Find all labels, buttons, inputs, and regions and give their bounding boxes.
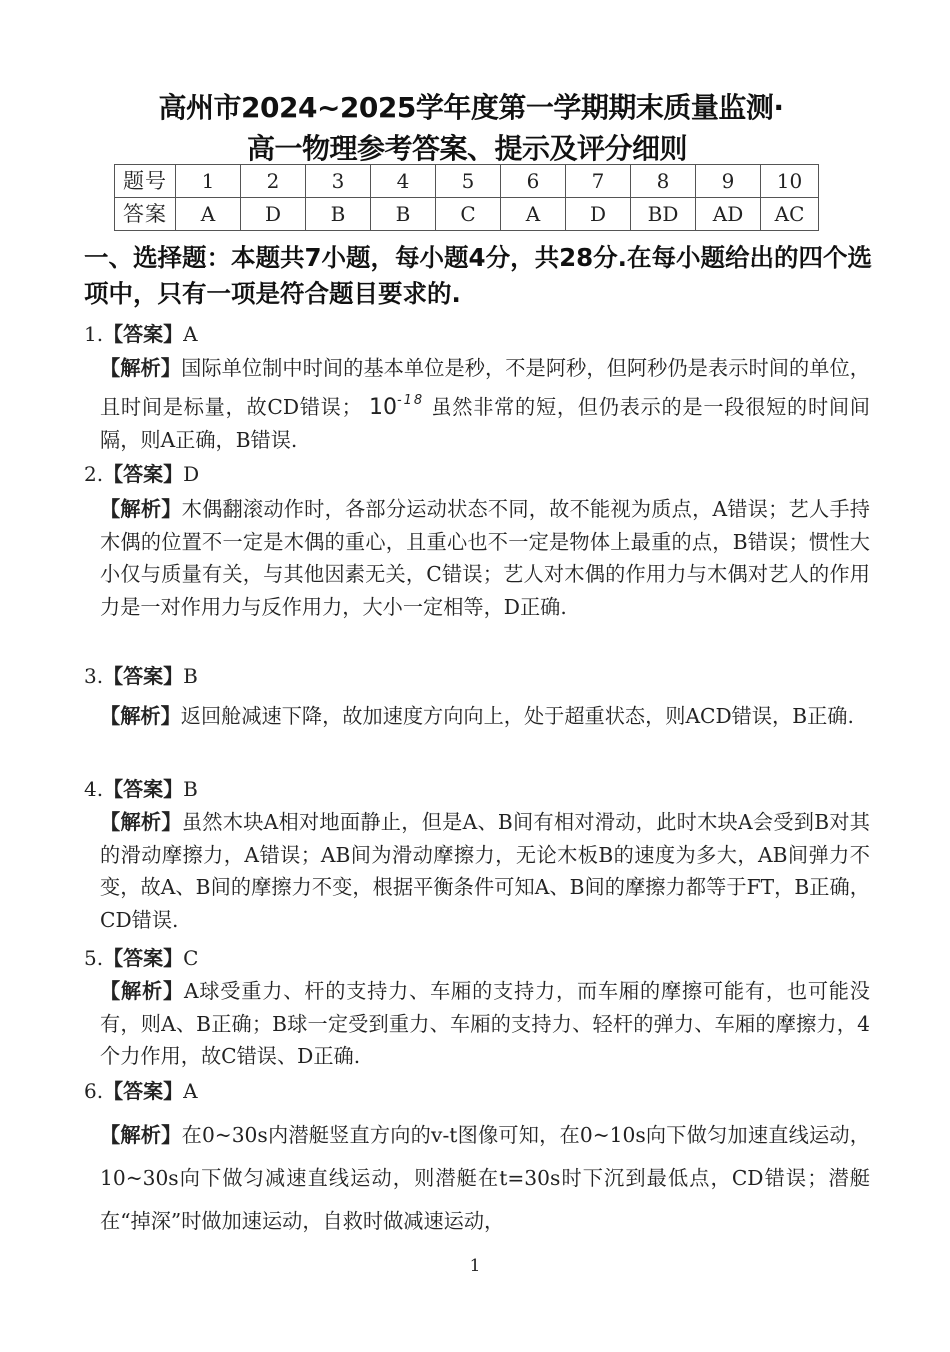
question-1-analysis <box>100 352 870 457</box>
analysis-label: 【解析】 <box>100 356 182 380</box>
answer-label: 【答案】 <box>103 777 184 801</box>
document-title-line-2: 高一物理参考答案、提示及评分细则 <box>246 132 687 165</box>
answer-value: C <box>183 946 199 970</box>
question-number: 1. <box>84 322 104 346</box>
exponent-expression <box>368 392 425 420</box>
question-1-answer <box>84 321 198 347</box>
answer-cell: A <box>501 198 566 231</box>
answer-value: B <box>183 777 198 801</box>
question-number-cell: 7 <box>566 165 631 198</box>
row-label-answer: 答案 <box>115 198 176 231</box>
analysis-text: 虽然非常的短，但仍表示的是一段很短的时间间隔，则A正确，B错误. <box>100 394 870 452</box>
analysis-label: 【解析】 <box>100 1123 182 1147</box>
question-number-cell: 9 <box>696 165 761 198</box>
question-6-analysis <box>100 1114 870 1243</box>
question-3-answer <box>84 663 198 689</box>
question-number-cell: 10 <box>761 165 819 198</box>
answer-cell: C <box>436 198 501 231</box>
analysis-label: 【解析】 <box>100 497 182 521</box>
page-number: 1 <box>469 1256 481 1276</box>
answer-key-table <box>114 164 819 231</box>
question-3-analysis <box>100 700 870 733</box>
question-number: 3. <box>84 664 104 688</box>
exponent-base: 10 <box>368 394 397 420</box>
question-number-cell: 3 <box>306 165 371 198</box>
answer-cell: AD <box>696 198 761 231</box>
question-2-answer <box>84 461 199 487</box>
question-number-cell: 6 <box>501 165 566 198</box>
answer-row <box>115 198 819 231</box>
answer-cell: D <box>241 198 306 231</box>
question-number-cell: 2 <box>241 165 306 198</box>
answer-value: D <box>183 462 200 486</box>
question-number: 4. <box>84 777 104 801</box>
analysis-text: 在0~30s内潜艇竖直方向的v-t图像可知，在0~10s向下做匀加速直线运动，10~30s向下做匀减速直线运动，则潜艇在t=30s时下沉到最低点，CD错误；潜艇在“掉深”时做加速运动，自救时做减速运动， <box>100 1123 870 1233</box>
analysis-text: 国际单位制中时间的基本单位是秒，不是阿秒，但阿秒仍是表示时间的单位，且时间是标量，故CD错误； <box>100 356 870 419</box>
answer-cell: BD <box>631 198 696 231</box>
analysis-label: 【解析】 <box>100 979 184 1003</box>
question-2-analysis <box>100 493 870 623</box>
analysis-text: A球受重力、杆的支持力、车厢的支持力，而车厢的摩擦可能有，也可能没有，则A、B正确；B球一定受到重力、车厢的支持力、轻杆的弹力、车厢的摩擦力，4个力作用，故C错误、D正确. <box>100 979 870 1068</box>
answer-label: 【答案】 <box>103 462 184 486</box>
answer-value: A <box>183 322 198 346</box>
question-4-analysis <box>100 806 870 936</box>
answer-cell: B <box>371 198 436 231</box>
question-number-cell: 4 <box>371 165 436 198</box>
question-4-answer <box>84 776 198 802</box>
question-number-cell: 5 <box>436 165 501 198</box>
question-number-row <box>115 165 819 198</box>
answer-cell: B <box>306 198 371 231</box>
document-title-line-1: 高州市2024~2025学年度第一学期期末质量监测· <box>158 91 784 124</box>
exponent-power: -18 <box>396 392 425 408</box>
analysis-text: 木偶翻滚动作时，各部分运动状态不同，故不能视为质点，A错误；艺人手持木偶的位置不一定是木偶的重心，且重心也不一定是物体上最重的点，B错误；惯性大小仅与质量有关，与其他因素无关，C错误；艺人对木偶的作用力与木偶对艺人的作用力是一对作用力与反作用力，大小一定相等，D正确. <box>100 497 870 619</box>
section-heading-multiple-choice: 一、选择题：本题共7小题，每小题4分，共28分.在每小题给出的四个选项中，只有一项是符合题目要求的. <box>84 243 872 308</box>
answer-cell: A <box>176 198 241 231</box>
answer-value: A <box>183 1079 198 1103</box>
answer-label: 【答案】 <box>103 664 184 688</box>
answer-label: 【答案】 <box>103 946 184 970</box>
answer-label: 【答案】 <box>103 322 184 346</box>
row-label-question-number: 题号 <box>115 165 176 198</box>
answer-cell: AC <box>761 198 819 231</box>
question-5-answer <box>84 945 198 971</box>
question-number: 6. <box>84 1079 104 1103</box>
analysis-label: 【解析】 <box>100 810 182 834</box>
question-5-analysis <box>100 975 870 1073</box>
question-number-cell: 1 <box>176 165 241 198</box>
question-number: 5. <box>84 946 104 970</box>
question-6-answer <box>84 1078 198 1104</box>
analysis-text: 虽然木块A相对地面静止，但是A、B间有相对滑动，此时木块A会受到B对其的滑动摩擦力，A错误；AB间为滑动摩擦力，无论木板B的速度为多大，AB间弹力不变，故A、B间的摩擦力不变，根据平衡条件可知A、B间的摩擦力都等于FT，B正确，CD错误. <box>100 810 870 932</box>
answer-value: B <box>183 664 198 688</box>
analysis-label: 【解析】 <box>100 704 181 728</box>
answer-cell: D <box>566 198 631 231</box>
answer-label: 【答案】 <box>103 1079 184 1103</box>
question-number-cell: 8 <box>631 165 696 198</box>
analysis-text: 返回舱减速下降，故加速度方向向上，处于超重状态，则ACD错误，B正确. <box>180 704 854 728</box>
question-number: 2. <box>84 462 104 486</box>
